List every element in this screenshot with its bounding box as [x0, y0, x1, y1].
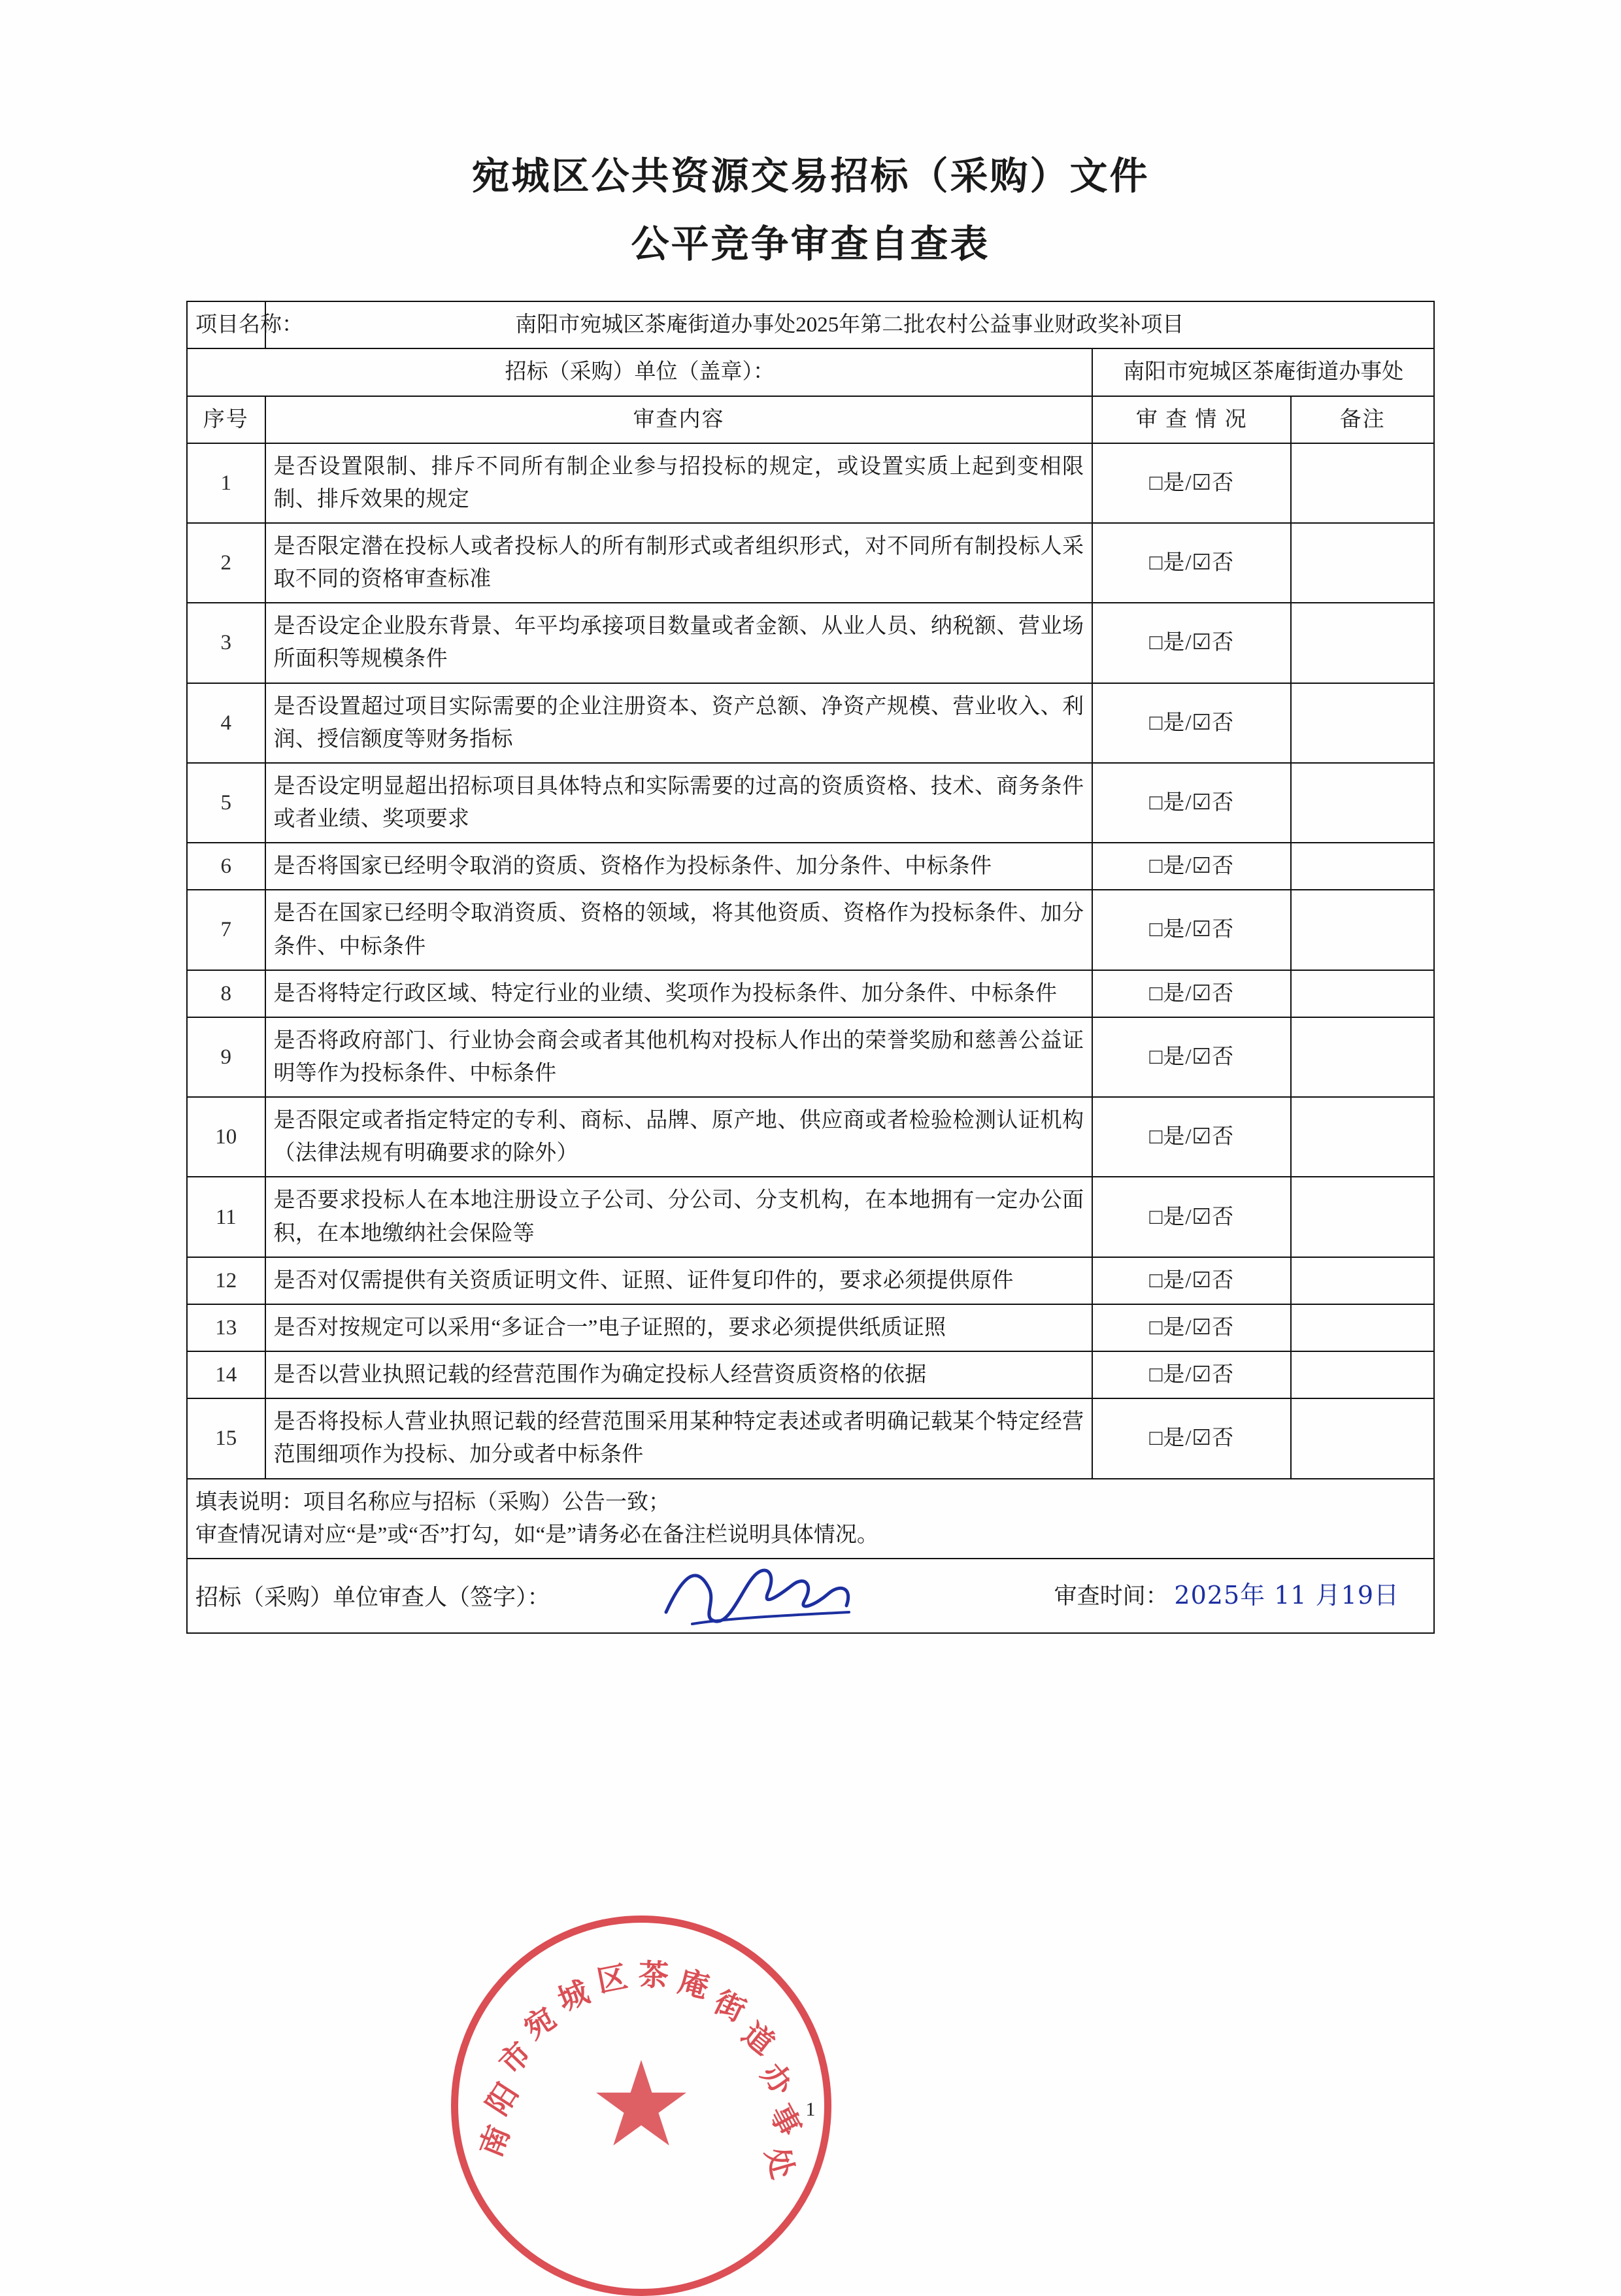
project-name-label: 项目名称： [187, 301, 265, 348]
table-row [187, 890, 1434, 970]
row-content: 是否在国家已经明令取消资质、资格的领域，将其他资质、资格作为投标条件、加分条件、中标条件 [265, 890, 1093, 970]
form-notes [187, 1479, 1434, 1559]
seal-char: 宛 [518, 2001, 562, 2046]
signature-cell [187, 1559, 1434, 1633]
row-index: 15 [187, 1398, 265, 1478]
table-row [187, 1177, 1434, 1257]
seal-star-icon: ★ [588, 2040, 694, 2170]
row-index: 7 [187, 890, 265, 970]
table-row [187, 1304, 1434, 1351]
table-row [187, 1351, 1434, 1398]
note-row [187, 1479, 1434, 1559]
seal-char: 茶 [638, 1958, 669, 1993]
project-name-value: 南阳市宛城区茶庵街道办事处2025年第二批农村公益事业财政奖补项目 [265, 301, 1435, 348]
row-index: 1 [187, 443, 265, 523]
row-content: 是否设置超过项目实际需要的企业注册资本、资产总额、净资产规模、营业收入、利润、授信额度等财务指标 [265, 683, 1093, 763]
row-remark[interactable] [1291, 1304, 1434, 1351]
row-index: 4 [187, 683, 265, 763]
seal-char: 市 [493, 2036, 538, 2081]
row-index: 9 [187, 1017, 265, 1097]
row-remark[interactable] [1291, 1097, 1434, 1177]
unit-value: 南阳市宛城区茶庵街道办事处 [1092, 348, 1434, 396]
seal-char: 处 [759, 2144, 800, 2183]
seal-char: 南 [473, 2121, 516, 2162]
seal-char: 区 [594, 1960, 631, 1999]
row-content: 是否对按规定可以采用“多证合一”电子证照的，要求必须提供纸质证照 [265, 1304, 1093, 1351]
self-check-table [186, 301, 1435, 1634]
row-status-checkbox[interactable]: □是/☑否 [1092, 603, 1291, 683]
table-row [187, 843, 1434, 890]
row-content: 是否限定潜在投标人或者投标人的所有制形式或者组织形式，对不同所有制投标人采取不同的资格审查标准 [265, 523, 1093, 603]
row-status-checkbox[interactable]: □是/☑否 [1092, 523, 1291, 603]
note-line-1: 填表说明：项目名称应与招标（采购）公告一致； [195, 1490, 670, 1514]
row-remark[interactable] [1291, 763, 1434, 843]
row-index: 3 [187, 603, 265, 683]
row-remark[interactable] [1291, 443, 1434, 523]
row-index: 8 [187, 970, 265, 1017]
row-content: 是否设定企业股东背景、年平均承接项目数量或者金额、从业人员、纳税额、营业场所面积等规模条件 [265, 603, 1093, 683]
header-remark: 备注 [1291, 396, 1434, 443]
seal-char: 阳 [480, 2077, 525, 2121]
signature-row [187, 1559, 1434, 1633]
row-remark[interactable] [1291, 1017, 1434, 1097]
table-row [187, 443, 1434, 523]
row-index: 6 [187, 843, 265, 890]
row-remark[interactable] [1291, 1257, 1434, 1304]
seal-char: 街 [709, 1985, 751, 2029]
row-content: 是否将投标人营业执照记载的经营范围采用某种特定表述或者明确记载某个特定经营范围细项作为投标、加分或者中标条件 [265, 1398, 1093, 1478]
row-content: 是否设置限制、排斥不同所有制企业参与招投标的规定，或设置实质上起到变相限制、排斥效果的规定 [265, 443, 1093, 523]
row-remark[interactable] [1291, 1398, 1434, 1478]
unit-row [187, 348, 1434, 396]
review-time-block [1054, 1577, 1426, 1615]
row-content: 是否限定或者指定特定的专利、商标、品牌、原产地、供应商或者检验检测认证机构（法律法规有明确要求的除外） [265, 1097, 1093, 1177]
page-number: 1 [805, 2099, 816, 2120]
row-status-checkbox[interactable]: □是/☑否 [1092, 443, 1291, 523]
seal-char: 庵 [675, 1965, 712, 2004]
note-line-2: 审查情况请对应“是”或“否”打勾，如“是”请务必在备注栏说明具体情况。 [195, 1523, 878, 1547]
row-status-checkbox[interactable]: □是/☑否 [1092, 763, 1291, 843]
row-index: 13 [187, 1304, 265, 1351]
table-row [187, 1257, 1434, 1304]
row-index: 14 [187, 1351, 265, 1398]
row-index: 10 [187, 1097, 265, 1177]
seal-char: 道 [736, 2016, 780, 2062]
table-row [187, 763, 1434, 843]
row-index: 5 [187, 763, 265, 843]
page-subtitle: 公平竞争审查自查表 [631, 223, 990, 266]
row-status-checkbox[interactable]: □是/☑否 [1092, 1351, 1291, 1398]
row-status-checkbox[interactable]: □是/☑否 [1092, 1017, 1291, 1097]
handwritten-signature [653, 1556, 869, 1634]
row-remark[interactable] [1291, 1177, 1434, 1257]
table-row [187, 683, 1434, 763]
row-remark[interactable] [1291, 683, 1434, 763]
table-row [187, 603, 1434, 683]
review-time-value: 2025年 11 月19日 [1174, 1581, 1399, 1610]
unit-label: 招标（采购）单位（盖章）： [187, 348, 1092, 396]
table-row [187, 1398, 1434, 1478]
row-status-checkbox[interactable]: □是/☑否 [1092, 1304, 1291, 1351]
row-remark[interactable] [1291, 1351, 1434, 1398]
row-content: 是否要求投标人在本地注册设立子公司、分公司、分支机构，在本地拥有一定办公面积，在本地缴纳社会保险等 [265, 1177, 1093, 1257]
row-remark[interactable] [1291, 523, 1434, 603]
row-content: 是否将国家已经明令取消的资质、资格作为投标条件、加分条件、中标条件 [265, 843, 1093, 890]
row-index: 2 [187, 523, 265, 603]
seal-char: 办 [755, 2057, 800, 2102]
header-status: 审 查 情 况 [1092, 396, 1291, 443]
row-index: 11 [187, 1177, 265, 1257]
table-row [187, 970, 1434, 1017]
reviewer-signature-label: 招标（采购）单位审查人（签字）： [195, 1584, 550, 1610]
page-title: 宛城区公共资源交易招标（采购）文件 [471, 155, 1150, 197]
table-row [187, 1017, 1434, 1097]
row-content: 是否设定明显超出招标项目具体特点和实际需要的过高的资质资格、技术、商务条件或者业绩、奖项要求 [265, 763, 1093, 843]
row-content: 是否将特定行政区域、特定行业的业绩、奖项作为投标条件、加分条件、中标条件 [265, 970, 1093, 1017]
project-name-row [187, 301, 1434, 348]
title-block [0, 0, 1621, 272]
row-status-checkbox[interactable]: □是/☑否 [1092, 1398, 1291, 1478]
table-header-row [187, 396, 1434, 443]
row-status-checkbox[interactable]: □是/☑否 [1092, 1177, 1291, 1257]
row-status-checkbox[interactable]: □是/☑否 [1092, 683, 1291, 763]
row-remark[interactable] [1291, 843, 1434, 890]
table-row [187, 1097, 1434, 1177]
row-status-checkbox[interactable]: □是/☑否 [1092, 1097, 1291, 1177]
row-status-checkbox[interactable]: □是/☑否 [1092, 970, 1291, 1017]
row-remark[interactable] [1291, 890, 1434, 970]
row-content: 是否将政府部门、行业协会商会或者其他机构对投标人作出的荣誉奖励和慈善公益证明等作为投标条件、中标条件 [265, 1017, 1093, 1097]
row-status-checkbox[interactable]: □是/☑否 [1092, 1257, 1291, 1304]
row-status-checkbox[interactable]: □是/☑否 [1092, 890, 1291, 970]
header-index: 序号 [187, 396, 265, 443]
row-index: 12 [187, 1257, 265, 1304]
row-remark[interactable] [1291, 970, 1434, 1017]
row-content: 是否对仅需提供有关资质证明文件、证照、证件复印件的，要求必须提供原件 [265, 1257, 1093, 1304]
table-row [187, 523, 1434, 603]
row-status-checkbox[interactable]: □是/☑否 [1092, 843, 1291, 890]
row-remark[interactable] [1291, 603, 1434, 683]
row-content: 是否以营业执照记载的经营范围作为确定投标人经营资质资格的依据 [265, 1351, 1093, 1398]
header-content: 审查内容 [265, 396, 1093, 443]
seal-char: 事 [763, 2099, 807, 2142]
review-time-label: 审查时间： [1054, 1583, 1169, 1609]
seal-char: 城 [553, 1974, 594, 2017]
